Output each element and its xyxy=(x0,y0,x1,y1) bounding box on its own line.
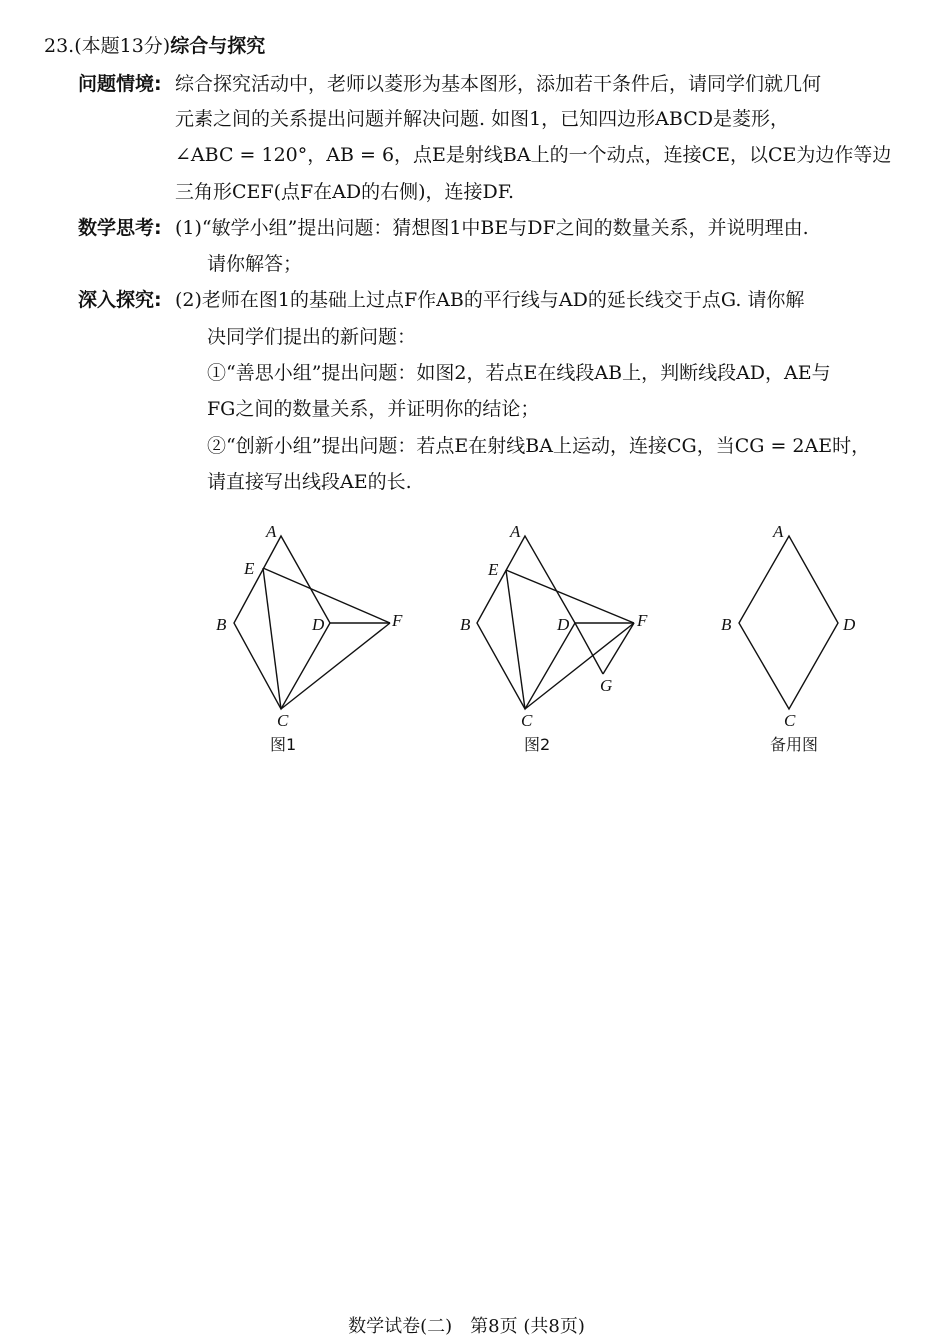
figures-area xyxy=(0,510,933,810)
fig1-label-f: F xyxy=(392,611,403,630)
q1-line-1: (1)“敏学小组”提出问题：猜想图1中BE与DF之间的数量关系，并说明理由. xyxy=(175,217,809,239)
problem-heading xyxy=(44,34,265,58)
problem-number: 23. xyxy=(44,35,75,57)
fig1-segment-ce xyxy=(263,568,281,709)
fig2-label-e: E xyxy=(488,560,499,579)
page-footer: 数学试卷(二) 第8页 (共8页) xyxy=(348,1316,585,1337)
spare-label-c: C xyxy=(784,711,796,730)
q1-line-2: 请你解答； xyxy=(207,253,303,275)
q2-line-1: (2)老师在图1的基础上过点F作AB的平行线与AD的延长线交于点G. 请你解 xyxy=(175,289,805,311)
fig2-label-d: D xyxy=(557,615,570,634)
fig2-segment-cf xyxy=(525,623,634,709)
fig1-label-b: B xyxy=(216,615,227,634)
context-label: 问题情境: xyxy=(78,73,162,95)
spare-label-a: A xyxy=(773,522,784,541)
problem-topic: 综合与探究 xyxy=(170,35,266,57)
fig2-label-f: F xyxy=(637,611,648,630)
spare-label-d: D xyxy=(843,615,856,634)
spare-rhombus-abcd xyxy=(739,536,838,709)
fig2-label-g: G xyxy=(600,676,613,695)
fig2-label-c: C xyxy=(521,711,533,730)
fig2-caption: 图2 xyxy=(524,735,551,754)
q2-sub2-line-2: 请直接写出线段AE的长. xyxy=(207,471,412,493)
fig1-segment-ef xyxy=(263,568,390,623)
q2-label: 深入探究: xyxy=(78,289,162,311)
context-line-4: 三角形CEF(点F在AD的右侧)，连接DF. xyxy=(175,181,515,203)
context-line-1: 综合探究活动中，老师以菱形为基本图形，添加若干条件后，请同学们就几何 xyxy=(175,73,822,95)
fig1-label-a: A xyxy=(266,522,277,541)
fig1-caption: 图1 xyxy=(270,735,297,754)
fig1-label-e: E xyxy=(244,559,255,578)
q2-sub1-line-1: ①“善思小组”提出问题：如图2，若点E在线段AB上，判断线段AD，AE与 xyxy=(207,362,831,384)
q2-sub2-line-1: ②“创新小组”提出问题：若点E在射线BA上运动，连接CG，当CG = 2AE时， xyxy=(207,435,871,457)
fig1-segment-cf xyxy=(281,623,390,709)
fig2-label-b: B xyxy=(460,615,471,634)
spare-figure-caption: 备用图 xyxy=(770,735,819,754)
context-line-3: ∠ABC = 120°，AB = 6，点E是射线BA上的一个动点，连接CE，以CE为边作等边 xyxy=(175,144,892,166)
context-line-2: 元素之间的关系提出问题并解决问题. 如图1，已知四边形ABCD是菱形， xyxy=(175,108,789,130)
q2-line-2: 决同学们提出的新问题： xyxy=(207,326,417,348)
problem-points: (本题13分) xyxy=(74,35,171,57)
fig2-segment-fg xyxy=(603,623,634,674)
fig2-segment-ce xyxy=(506,570,525,709)
spare-figure-diagram xyxy=(739,536,838,709)
fig1-label-c: C xyxy=(277,711,289,730)
q1-label: 数学思考: xyxy=(78,217,162,239)
spare-label-b: B xyxy=(721,615,732,634)
fig1-label-d: D xyxy=(312,615,325,634)
fig2-label-a: A xyxy=(510,522,521,541)
q2-sub1-line-2: FG之间的数量关系，并证明你的结论； xyxy=(207,398,540,420)
